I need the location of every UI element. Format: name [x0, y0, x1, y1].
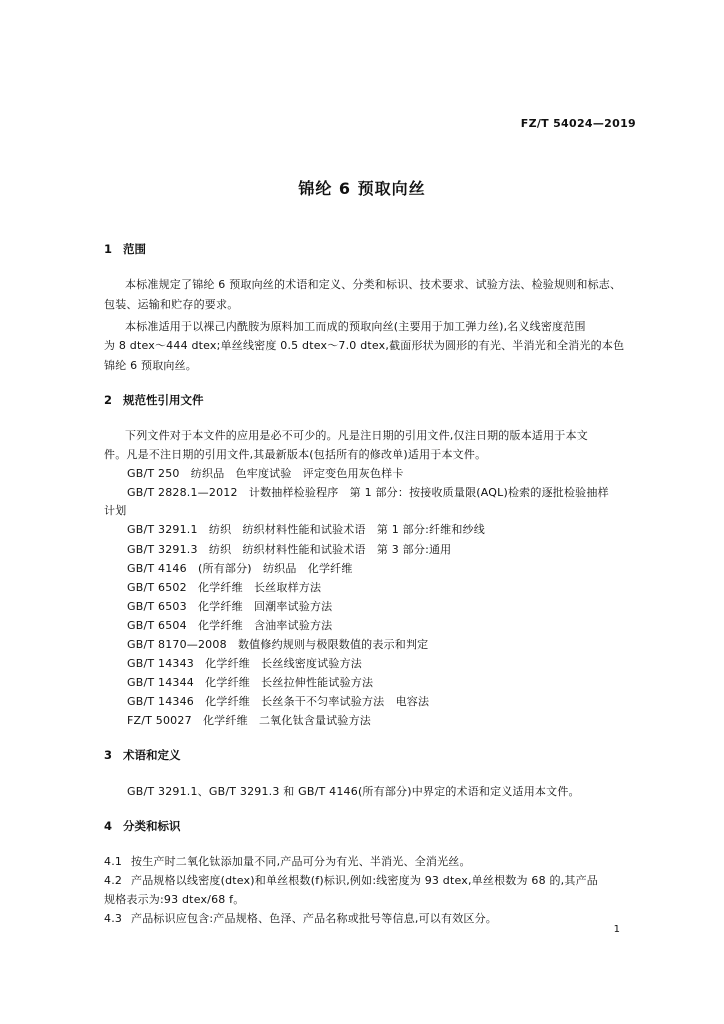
section-number: 1	[104, 242, 113, 256]
clause-4-1	[104, 853, 471, 869]
section-4-heading	[104, 818, 181, 834]
section-title: 术语和定义	[123, 748, 181, 762]
section-title: 范围	[123, 242, 146, 256]
clause-4-2	[104, 872, 598, 888]
reference-item: GB/T 3291.3 纺织 纺织材料性能和试验术语 第 3 部分:通用	[127, 543, 452, 556]
section-3-heading	[104, 747, 181, 763]
section-number: 4	[104, 819, 113, 833]
paragraph-line: 规格表示为:93 dtex/68 f。	[104, 893, 245, 906]
reference-item: GB/T 8170—2008 数值修约规则与极限数值的表示和判定	[127, 638, 429, 651]
section-number: 3	[104, 748, 113, 762]
clause-text: 产品标识应包含:产品规格、色泽、产品名称或批号等信息,可以有效区分。	[131, 912, 498, 925]
paragraph-line: 本标准适用于以裸己内酰胺为原料加工而成的预取向丝(主要用于加工弹力丝),名义线密度范围	[125, 320, 586, 333]
paragraph-line: 下列文件对于本文件的应用是必不可少的。凡是注日期的引用文件,仅注日期的版本适用于本文	[125, 429, 588, 442]
reference-item: GB/T 14346 化学纤维 长丝条干不匀率试验方法 电容法	[127, 695, 430, 708]
clause-4-3	[104, 910, 497, 926]
paragraph-line: 包装、运输和贮存的要求。	[104, 298, 239, 311]
section-number: 2	[104, 393, 113, 407]
reference-item: GB/T 14343 化学纤维 长丝线密度试验方法	[127, 657, 362, 670]
reference-item: 计划	[104, 504, 127, 517]
reference-item: GB/T 6503 化学纤维 回潮率试验方法	[127, 600, 333, 613]
clause-number: 4.2	[104, 874, 123, 887]
paragraph-line: 件。凡是不注日期的引用文件,其最新版本(包括所有的修改单)适用于本文件。	[104, 448, 487, 461]
clause-number: 4.1	[104, 855, 123, 868]
clause-text: 产品规格以线密度(dtex)和单丝根数(f)标识,例如:线密度为 93 dtex,单丝根数为 68 的,其产品	[131, 874, 598, 887]
reference-item: GB/T 3291.1 纺织 纺织材料性能和试验术语 第 1 部分:纤维和纱线	[127, 523, 485, 536]
reference-item: GB/T 6504 化学纤维 含油率试验方法	[127, 619, 333, 632]
reference-item: GB/T 4146 (所有部分) 纺织品 化学纤维	[127, 562, 353, 575]
paragraph-line: 为 8 dtex～444 dtex;单丝线密度 0.5 dtex～7.0 dtex,截面形状为圆形的有光、半消光和全消光的本色	[104, 339, 625, 352]
paragraph-line: 锦纶 6 预取向丝。	[104, 359, 197, 372]
clause-text: 按生产时二氧化钛添加量不同,产品可分为有光、半消光、全消光丝。	[131, 855, 471, 868]
reference-item: GB/T 6502 化学纤维 长丝取样方法	[127, 581, 322, 594]
section-1-heading	[104, 241, 146, 257]
reference-item: GB/T 250 纺织品 色牢度试验 评定变色用灰色样卡	[127, 467, 404, 480]
document-title: 锦纶 6 预取向丝	[298, 179, 426, 198]
section-title: 规范性引用文件	[123, 393, 204, 407]
reference-item: GB/T 2828.1—2012 计数抽样检验程序 第 1 部分：按接收质量限(AQL)检索的逐批检验抽样	[127, 486, 609, 499]
paragraph-line: GB/T 3291.1、GB/T 3291.3 和 GB/T 4146(所有部分)中界定的术语和定义适用本文件。	[127, 785, 580, 798]
page-number: 1	[613, 924, 620, 935]
section-2-heading	[104, 392, 204, 408]
reference-item: FZ/T 50027 化学纤维 二氧化钛含量试验方法	[127, 714, 371, 727]
standard-number: FZ/T 54024—2019	[520, 117, 636, 130]
reference-item: GB/T 14344 化学纤维 长丝拉伸性能试验方法	[127, 676, 374, 689]
paragraph-line: 本标准规定了锦纶 6 预取向丝的术语和定义、分类和标识、技术要求、试验方法、检验规则和标志、	[125, 278, 622, 291]
section-title: 分类和标识	[123, 819, 181, 833]
clause-number: 4.3	[104, 912, 123, 925]
